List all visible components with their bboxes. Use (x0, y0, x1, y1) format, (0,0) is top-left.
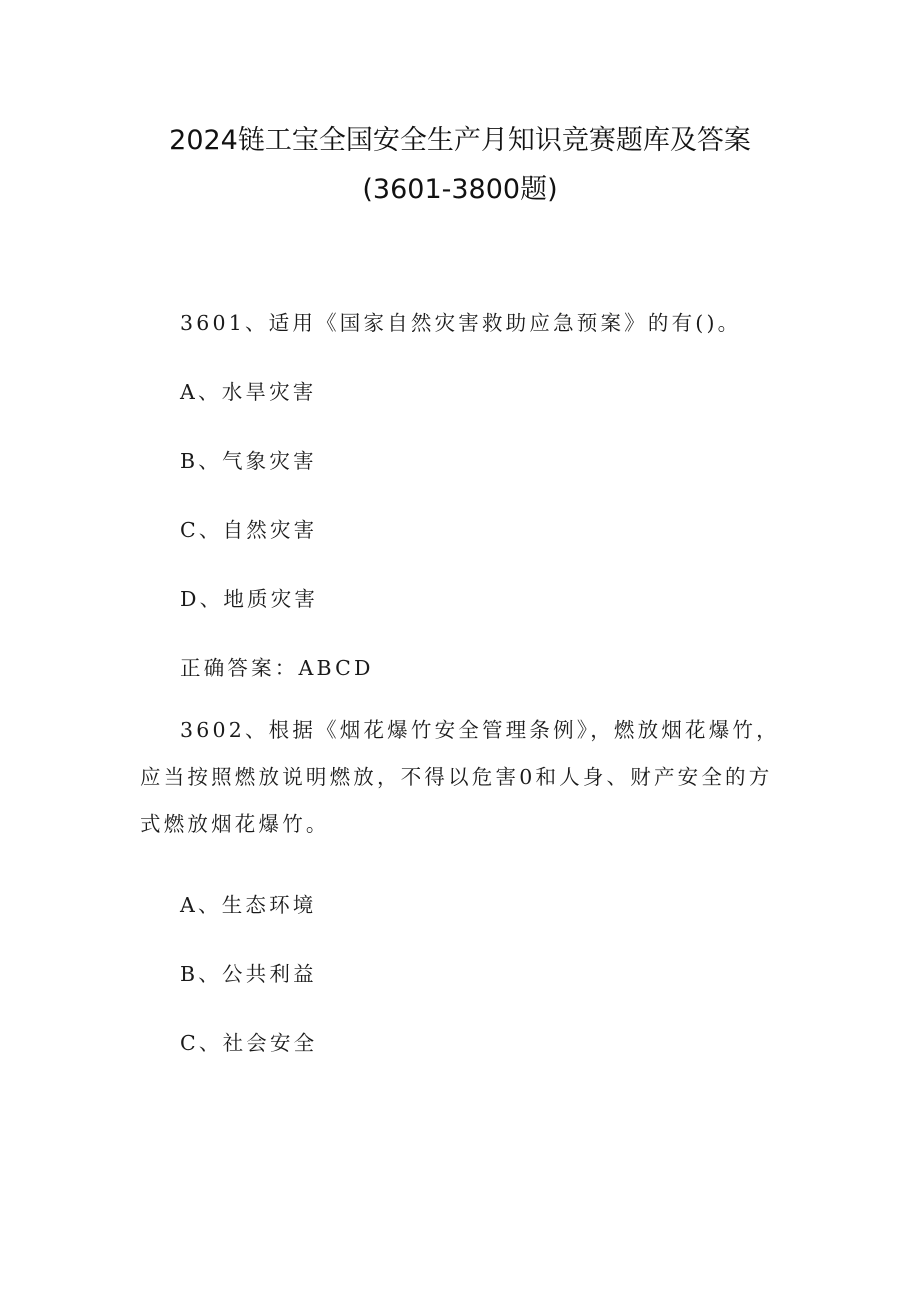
question-stem: 3602、根据《烟花爆竹安全管理条例》，燃放烟花爆竹，应当按照燃放说明燃放，不得以危害0和人身、财产安全的方式燃放烟花爆竹。 (140, 718, 780, 836)
option-item: B、公共利益 (180, 962, 317, 986)
document-subtitle: (3601-3800题) (362, 174, 558, 205)
option-item: A、生态环境 (180, 893, 317, 917)
answer-text: 正确答案：ABCD (180, 656, 374, 680)
option-item: B、气象灾害 (180, 449, 317, 473)
document-title: 2024链工宝全国安全生产月知识竞赛题库及答案 (169, 125, 751, 156)
option-item: C、自然灾害 (180, 518, 318, 542)
option-item: D、地质灾害 (180, 587, 319, 611)
option-item: C、社会安全 (180, 1031, 318, 1055)
option-item: A、水旱灾害 (180, 380, 317, 404)
question-stem: 3601、适用《国家自然灾害救助应急预案》的有()。 (180, 311, 742, 335)
